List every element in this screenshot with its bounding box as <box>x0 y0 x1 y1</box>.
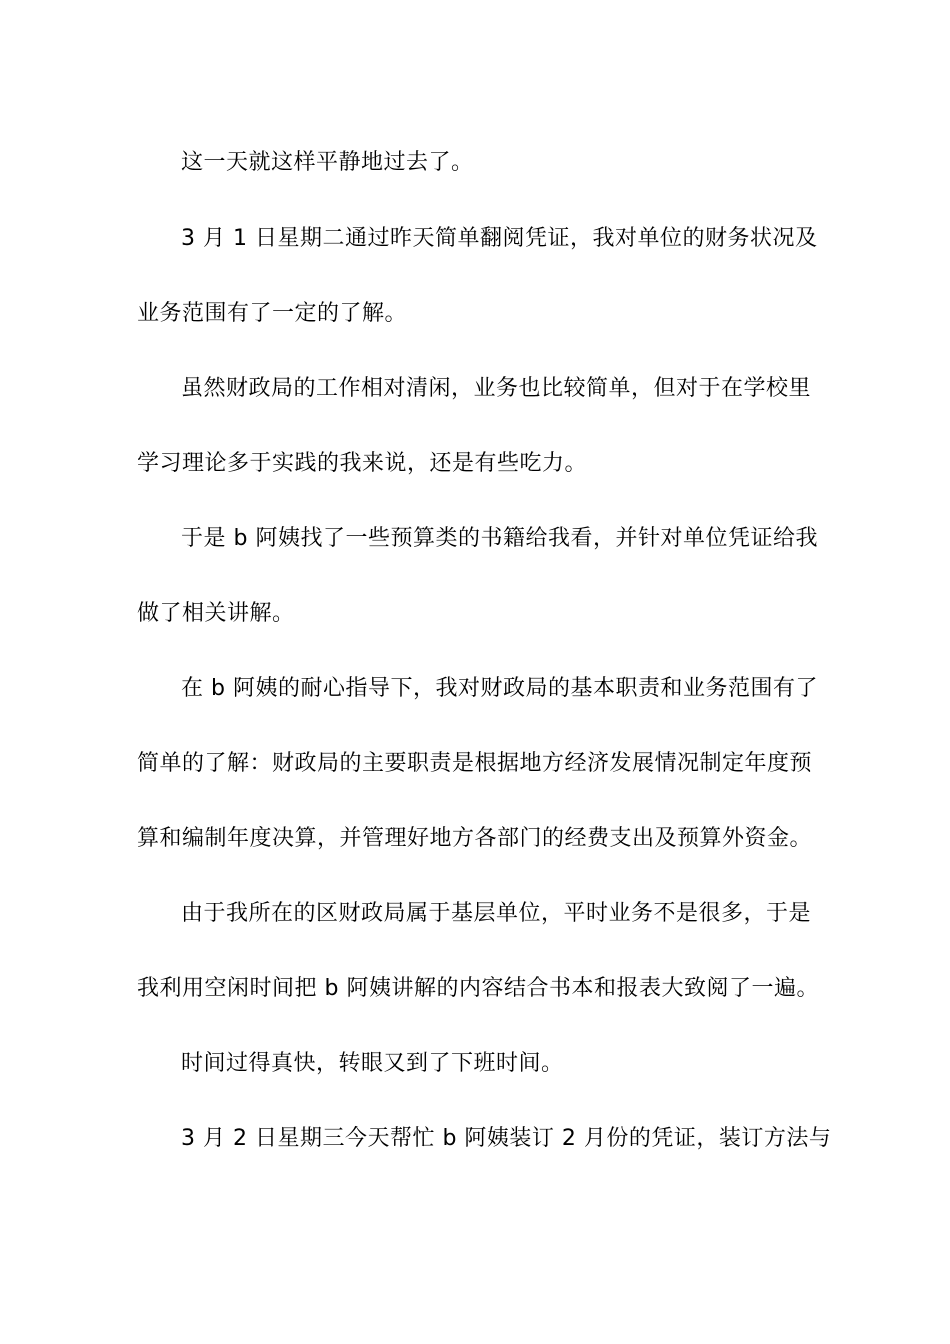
paragraph-line: 在 b 阿姨的耐心指导下，我对财政局的基本职责和业务范围有了 <box>181 676 818 701</box>
paragraph-line: 我利用空闲时间把 b 阿姨讲解的内容结合书本和报表大致阅了一遍。 <box>137 976 819 1001</box>
paragraph-line: 时间过得真快，转眼又到了下班时间。 <box>181 1051 564 1076</box>
paragraph-line: 3 月 2 日星期三今天帮忙 b 阿姨装订 2 月份的凭证，装订方法与 <box>181 1126 832 1151</box>
paragraph-line: 这一天就这样平静地过去了。 <box>181 150 474 175</box>
paragraph-line: 于是 b 阿姨找了一些预算类的书籍给我看，并针对单位凭证给我 <box>181 526 818 551</box>
paragraph-line: 业务范围有了一定的了解。 <box>137 301 408 326</box>
paragraph-line: 学习理论多于实践的我来说，还是有些吃力。 <box>137 451 588 476</box>
paragraph-line: 虽然财政局的工作相对清闲，业务也比较简单，但对于在学校里 <box>181 376 812 401</box>
paragraph-line: 由于我所在的区财政局属于基层单位，平时业务不是很多，于是 <box>181 901 812 926</box>
paragraph-line: 简单的了解：财政局的主要职责是根据地方经济发展情况制定年度预 <box>137 751 813 776</box>
paragraph-line: 算和编制年度决算，并管理好地方各部门的经费支出及预算外资金。 <box>137 826 813 851</box>
paragraph-line: 做了相关讲解。 <box>137 601 295 626</box>
paragraph-line: 3 月 1 日星期二通过昨天简单翻阅凭证，我对单位的财务状况及 <box>181 226 818 251</box>
